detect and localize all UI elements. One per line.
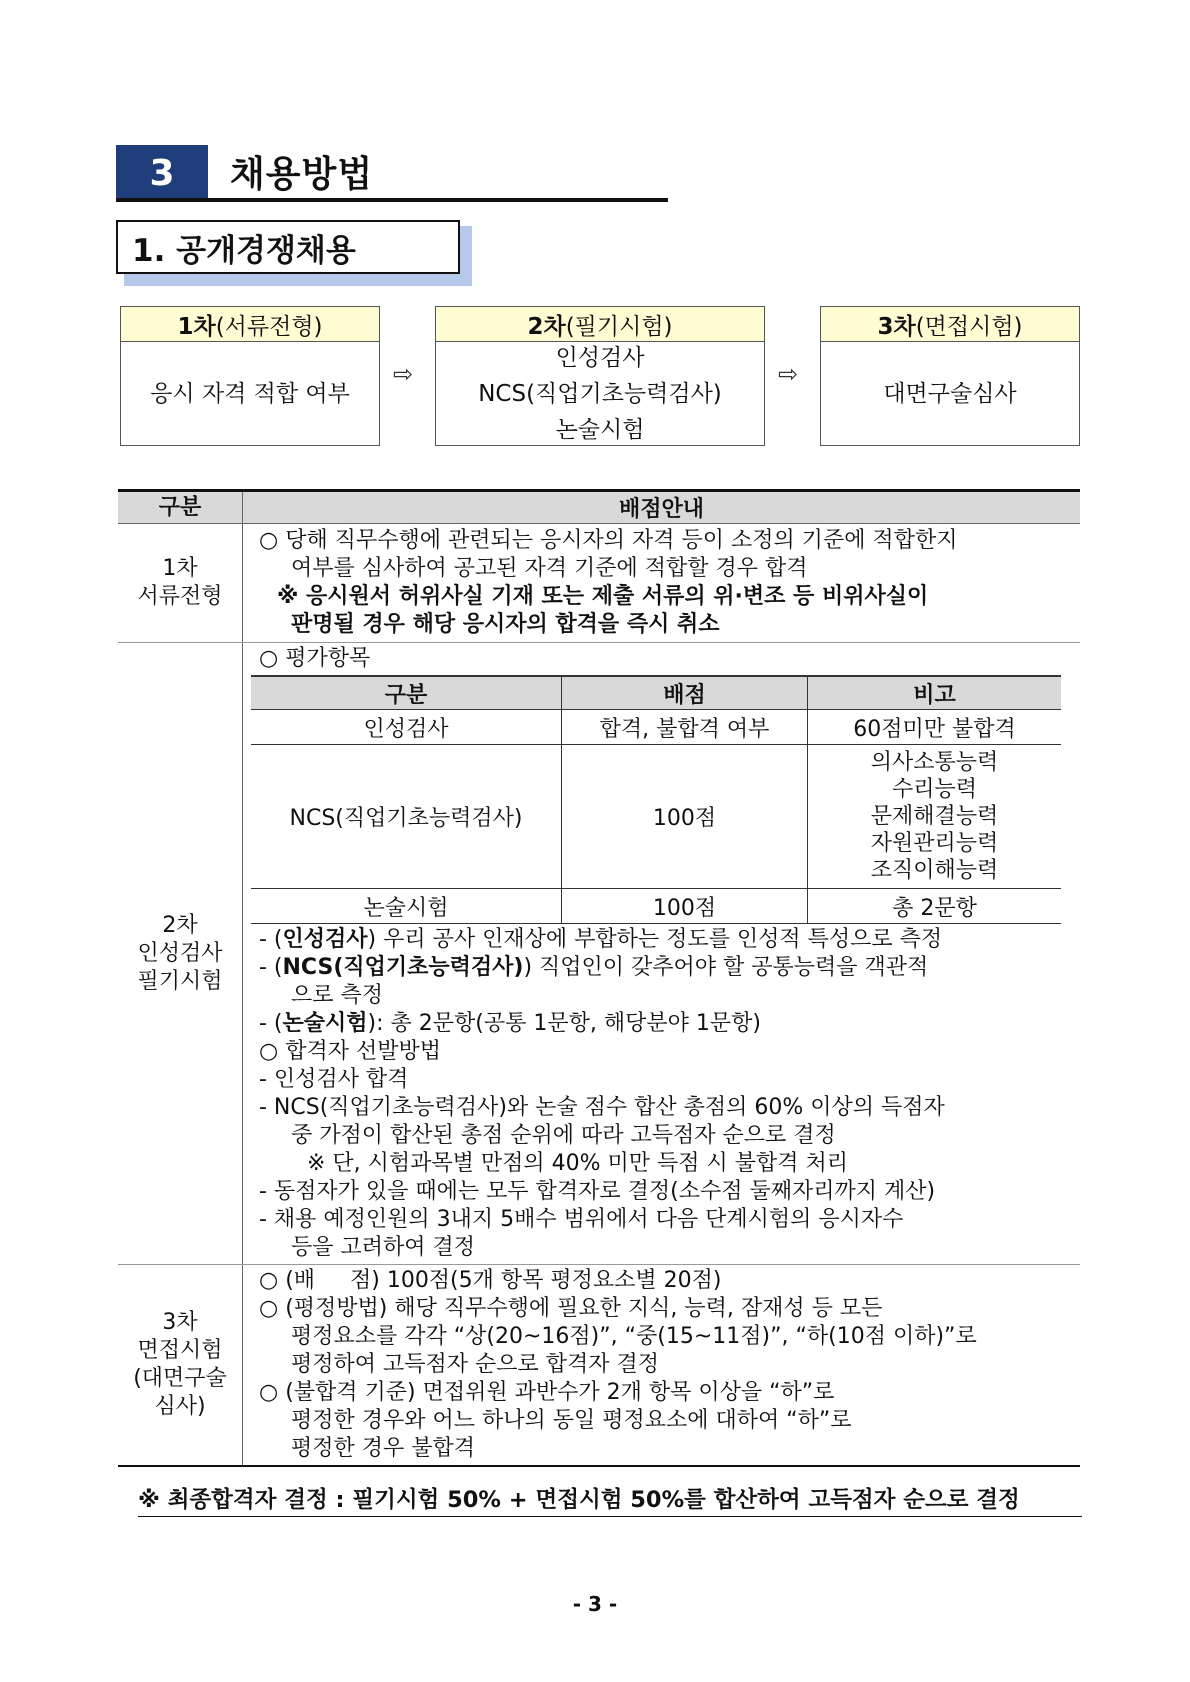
eval-cell: 합격, 불합격 여부 bbox=[562, 710, 808, 745]
flow-step-2-type: (필기시험) bbox=[565, 313, 673, 340]
flow-step-2-line: 인성검사 bbox=[555, 345, 645, 371]
stage1-note: ※ 응시원서 허위사실 기재 또는 제출 서류의 위·변조 등 비위사실이 bbox=[277, 584, 929, 609]
eval-items-title: ○ 평가항목 bbox=[259, 646, 371, 671]
selection-line: - 동점자가 있을 때에는 모두 합격자로 결정(소수점 둘째자리까지 계산) bbox=[259, 1179, 936, 1204]
desc-suffix: 으로 측정 bbox=[291, 983, 384, 1008]
flow-step-2-line: NCS(직업기초능력검사) bbox=[478, 381, 722, 407]
desc-bold: NCS(직업기초능력검사) bbox=[282, 955, 524, 980]
stage1-note: 판명될 경우 해당 응시자의 합격을 즉시 취소 bbox=[291, 612, 720, 637]
desc-line bbox=[259, 1010, 1080, 1038]
flow-step-3-stage: 3차 bbox=[877, 313, 916, 340]
flow-step-3-line: 대면구술심사 bbox=[883, 381, 1017, 407]
eval-cell: 60점미만 불합격 bbox=[808, 710, 1062, 745]
table-row-stage2 bbox=[118, 643, 1080, 1265]
stage2-content bbox=[243, 643, 1081, 1265]
flow-step-2-stage: 2차 bbox=[527, 313, 566, 340]
section-underline bbox=[116, 198, 668, 202]
selection-line: 중 가점이 합산된 총점 순위에 따라 고득점자 순으로 결정 bbox=[291, 1123, 836, 1148]
eval-cell: NCS(직업기초능력검사) bbox=[251, 745, 562, 889]
stage2-label-line: 2차 bbox=[162, 912, 198, 938]
desc-line bbox=[259, 954, 1080, 982]
stage3-label-line: 심사) bbox=[154, 1394, 206, 1419]
stage3-line: 평정한 경우와 어느 하나의 동일 평정요소에 대하여 “하”로 bbox=[291, 1408, 852, 1433]
stage3-line: ○ (배 점) 100점(5개 항목 평정요소별 20점) bbox=[259, 1268, 722, 1293]
flow-arrow-icon: ⇨ bbox=[393, 360, 414, 388]
page-number: - 3 - bbox=[572, 1592, 618, 1616]
stage2-label-line: 필기시험 bbox=[137, 968, 223, 994]
eval-row bbox=[251, 889, 1061, 924]
eval-cell: 총 2문항 bbox=[808, 889, 1062, 924]
flow-step-3 bbox=[820, 306, 1080, 446]
ability-item: 조직이해능력 bbox=[870, 858, 999, 883]
ability-item: 문제해결능력 bbox=[870, 804, 999, 829]
flow-step-2-line: 논술시험 bbox=[555, 417, 645, 443]
eval-row bbox=[251, 710, 1061, 745]
eval-header-remarks: 비고 bbox=[808, 676, 1062, 710]
selection-line: 등을 고려하여 결정 bbox=[291, 1235, 476, 1260]
stage1-label bbox=[118, 524, 243, 643]
stage1-label-line: 서류전형 bbox=[137, 584, 223, 609]
stage2-label-line: 인성검사 bbox=[137, 940, 223, 966]
stage1-line: ○ 당해 직무수행에 관련되는 응시자의 자격 등이 소정의 기준에 적합한지 bbox=[259, 528, 958, 553]
subsection-title: 1. 공개경쟁채용 bbox=[116, 220, 460, 274]
flow-step-1-stage: 1차 bbox=[177, 313, 216, 340]
eval-header-score: 배점 bbox=[562, 676, 808, 710]
selection-note: ※ 단, 시험과목별 만점의 40% 미만 득점 시 불합격 처리 bbox=[307, 1151, 849, 1176]
final-decision-note: ※ 최종합격자 결정 : 필기시험 50% + 면접시험 50%를 합산하여 고득점자 순으로 결정 bbox=[138, 1482, 1082, 1517]
desc-line bbox=[259, 926, 1080, 954]
eval-header-category: 구분 bbox=[251, 676, 562, 710]
desc-suffix: ): 총 2문항(공통 1문항, 해당분야 1문항) bbox=[367, 1011, 761, 1036]
desc-prefix: - ( bbox=[259, 955, 283, 980]
flow-step-1-body bbox=[121, 342, 379, 446]
header-category: 구분 bbox=[118, 491, 243, 524]
desc-prefix: - ( bbox=[259, 927, 283, 952]
stage3-label-line: (대면구술 bbox=[133, 1366, 227, 1391]
eval-cell: 100점 bbox=[562, 745, 808, 889]
eval-cell: 100점 bbox=[562, 889, 808, 924]
flow-step-2-header bbox=[436, 307, 764, 342]
stage1-label-line: 1차 bbox=[162, 556, 198, 581]
desc-suffix: ) 우리 공사 인재상에 부합하는 정도를 인성적 특성으로 측정 bbox=[367, 927, 943, 952]
flow-step-1-header bbox=[121, 307, 379, 342]
selection-line: - 채용 예정인원의 3내지 5배수 범위에서 다음 단계시험의 응시자수 bbox=[259, 1207, 904, 1232]
desc-bold: 논술시험 bbox=[282, 1011, 368, 1036]
ability-item: 의사소통능력 bbox=[870, 750, 999, 775]
eval-items-table bbox=[251, 675, 1061, 924]
selection-title: ○ 합격자 선발방법 bbox=[259, 1039, 441, 1064]
flow-step-3-body bbox=[821, 342, 1079, 446]
flow-step-1-type: (서류전형) bbox=[215, 313, 323, 340]
flow-step-1 bbox=[120, 306, 380, 446]
flow-step-3-header bbox=[821, 307, 1079, 342]
flow-step-2 bbox=[435, 306, 765, 446]
desc-bold: 인성검사 bbox=[282, 927, 368, 952]
selection-line: - 인성검사 합격 bbox=[259, 1067, 409, 1092]
desc-suffix: ) 직업인이 갖추어야 할 공통능력을 객관적 bbox=[523, 955, 929, 980]
desc-prefix: - ( bbox=[259, 1011, 283, 1036]
flow-step-1-line: 응시 자격 적합 여부 bbox=[150, 381, 350, 407]
eval-cell: 인성검사 bbox=[251, 710, 562, 745]
section-number: 3 bbox=[116, 145, 208, 201]
table-header-row bbox=[118, 491, 1080, 524]
stage3-line: ○ (평정방법) 해당 직무수행에 필요한 지식, 능력, 잠재성 등 모든 bbox=[259, 1296, 883, 1321]
ability-item: 자원관리능력 bbox=[870, 831, 999, 856]
stage3-line: 평정요소를 각각 “상(20~16점)”, “중(15~11점)”, “하(10점 이하)”로 bbox=[291, 1324, 977, 1349]
stage3-content bbox=[243, 1265, 1081, 1467]
section-title: 채용방법 bbox=[230, 154, 374, 195]
selection-line: - NCS(직업기초능력검사)와 논술 점수 합산 총점의 60% 이상의 득점자 bbox=[259, 1095, 945, 1120]
stage1-content bbox=[243, 524, 1081, 643]
stage1-line: 여부를 심사하여 공고된 자격 기준에 적합할 경우 합격 bbox=[291, 556, 808, 581]
flow-step-2-body bbox=[436, 342, 764, 446]
stage3-line: 평정하여 고득점자 순으로 합격자 결정 bbox=[291, 1352, 660, 1377]
stage3-label-line: 면접시험 bbox=[137, 1338, 223, 1363]
stage3-label-line: 3차 bbox=[162, 1310, 198, 1335]
stage2-label bbox=[118, 643, 243, 1265]
eval-cell bbox=[808, 745, 1062, 889]
flow-arrow-icon: ⇨ bbox=[778, 360, 799, 388]
scoring-table bbox=[118, 489, 1080, 1467]
eval-row bbox=[251, 745, 1061, 889]
header-scoring: 배점안내 bbox=[243, 491, 1081, 524]
table-row-stage1 bbox=[118, 524, 1080, 643]
eval-cell: 논술시험 bbox=[251, 889, 562, 924]
ability-item: 수리능력 bbox=[891, 777, 977, 802]
eval-header-row bbox=[251, 676, 1061, 710]
flow-step-3-type: (면접시험) bbox=[915, 313, 1023, 340]
table-row-stage3 bbox=[118, 1265, 1080, 1467]
stage3-line: ○ (불합격 기준) 면접위원 과반수가 2개 항목 이상을 “하”로 bbox=[259, 1380, 835, 1405]
desc-line bbox=[259, 982, 1080, 1010]
stage3-line: 평정한 경우 불합격 bbox=[291, 1436, 476, 1461]
stage3-label bbox=[118, 1265, 243, 1467]
